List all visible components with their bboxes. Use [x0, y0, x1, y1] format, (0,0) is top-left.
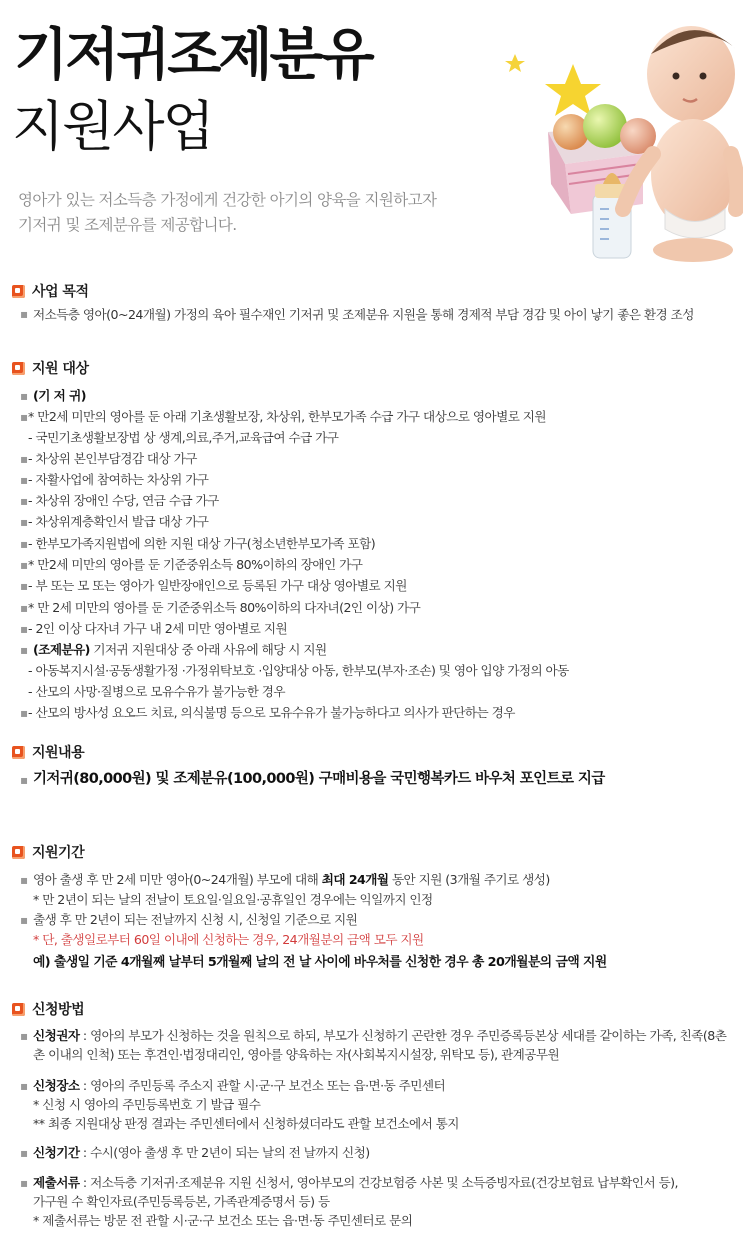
section-title: 지원기간	[32, 845, 85, 861]
bullet-dot: ▪	[20, 1176, 29, 1190]
period-line-1	[33, 871, 550, 889]
content-text: 기저귀(80,000원) 및 조제분유(100,000원) 구매비용을 국민행복카드 바우처 포인트로 지급	[33, 771, 605, 787]
docs-text: : 저소득층 기저귀·조제분유 지원 신청서, 영아부모의 건강보험증 사본 및 소득증빙자료(건강보험료 납부확인서 등),	[79, 1175, 679, 1190]
docs-line-2: 가구원 수 확인자료(주민등록등본, 가족관계증명서 등) 등	[33, 1194, 330, 1209]
applicant-line-1	[33, 1027, 726, 1045]
place-text: : 영아의 주민등록 주소지 관할 시·군·구 보건소 또는 읍·면·동 주민센터	[79, 1078, 446, 1093]
apply-period-line	[33, 1144, 370, 1162]
bullet-dot: ▪	[20, 452, 29, 466]
section-content	[12, 742, 84, 762]
target-line: - 자활사업에 참여하는 차상위 가구	[28, 472, 209, 487]
section-bullet-icon	[12, 362, 25, 375]
bullet-dot: ▪	[20, 537, 29, 551]
bullet-dot: ▪	[20, 601, 29, 615]
page-title: 기저귀조제분유	[14, 23, 372, 88]
docs-note: * 제출서류는 방문 전 관할 시·군·구 보건소 또는 읍·면·동 주민센터로 문의	[33, 1213, 413, 1228]
target-line: - 차상위 본인부담경감 대상 가구	[28, 451, 197, 466]
target-line: * 만2세 미만의 영아를 둔 기준중위소득 80%이하의 장애인 가구	[28, 557, 363, 572]
period-example: 예) 출생일 기준 4개월째 날부터 5개월째 날의 전 날 사이에 바우처를 신청한 경우 총 20개월분의 금액 지원	[33, 955, 607, 970]
section-title: 지원 대상	[32, 361, 89, 377]
section-bullet-icon	[12, 746, 25, 759]
bullet-dot: ▪	[20, 558, 29, 572]
apply-period-text: : 수시(영아 출생 후 만 2년이 되는 날의 전 날까지 신청)	[79, 1145, 370, 1160]
bullet-dot: ▪	[20, 913, 29, 927]
bullet-dot: ▪	[20, 1079, 29, 1093]
section-bullet-icon	[12, 1003, 25, 1016]
bullet-dot: ▪	[20, 873, 29, 887]
bullet-dot: ▪	[20, 1029, 29, 1043]
period-line-3: 출생 후 만 2년이 되는 전날까지 신청 시, 신청일 기준으로 지원	[33, 912, 358, 927]
target-line: * 만2세 미만의 영아를 둔 아래 기초생활보장, 차상위, 한부모가족 수급 가구 대상으로 영아별로 지원	[28, 409, 547, 424]
period-line-2: * 만 2년이 되는 날의 전날이 토요일·일요일·공휴일인 경우에는 익일까지 인정	[33, 892, 433, 907]
period-notice: * 단, 출생일로부터 60일 이내에 신청하는 경우, 24개월분의 금액 모두 지원	[33, 932, 424, 947]
place-label: 신청장소	[33, 1078, 80, 1093]
target-line: - 차상위계층확인서 발급 대상 가구	[28, 514, 209, 529]
purpose-text: 저소득층 영아(0~24개월) 가정의 육아 필수재인 기저귀 및 조제분유 지원을 통해 경제적 부담 경감 및 아이 낳기 좋은 환경 조성	[33, 307, 694, 322]
section-title: 신청방법	[32, 1002, 85, 1018]
diaper-label: (기 저 귀)	[33, 388, 86, 403]
intro-line-1: 영아가 있는 저소득층 가정에게 건강한 아기의 양육을 지원하고자	[18, 191, 437, 209]
bullet-dot: ▪	[20, 706, 29, 720]
formula-sub-line: - 아동복지시설·공동생활가정 ·가정위탁보호 ·입양대상 아동, 한부모(부자·조손) 및 영아 입양 가정의 아동	[28, 663, 569, 678]
applicant-text: : 영아의 부모가 신청하는 것을 원칙으로 하되, 부모가 신청하기 곤란한 경우 주민증록등본상 세대를 같이하는 가족, 친족(8촌	[79, 1028, 727, 1043]
baby-hero-illustration	[493, 14, 743, 266]
target-line: - 한부모가족지원법에 의한 지원 대상 가구(청소년한부모가족 포함)	[28, 536, 376, 551]
bullet-dot: ▪	[20, 410, 29, 424]
bullet-dot: ▪	[20, 515, 29, 529]
bullet-dot: ▪	[20, 473, 29, 487]
target-line: - 2인 이상 다자녀 가구 내 2세 미만 영아별로 지원	[28, 621, 288, 636]
period-text: 영아 출생 후 만 2세 미만 영아(0~24개월) 부모에 대해	[33, 872, 322, 887]
period-max: 최대 24개월	[321, 872, 389, 887]
section-bullet-icon	[12, 846, 25, 859]
formula-sub-line: - 산모의 사망·질병으로 모유수유가 불가능한 경우	[28, 684, 286, 699]
bullet-dot: ▪	[20, 494, 29, 508]
section-target	[12, 358, 88, 378]
intro-line-2: 기저귀 및 조제분유를 제공합니다.	[18, 216, 237, 234]
applicant-line-2: 촌 이내의 인척) 또는 후견인·법정대리인, 영아를 양육하는 자(사회복지시설장, 위탁모 등), 관계공무원	[33, 1047, 560, 1062]
target-line: - 국민기초생활보장법 상 생계,의료,주거,교육급여 수급 가구	[28, 430, 339, 445]
docs-line-1	[33, 1174, 678, 1192]
bullet-dot: ▪	[20, 622, 29, 636]
page-subtitle: 지원사업	[12, 95, 213, 158]
bullet-dot: ▪	[20, 643, 29, 657]
place-note-1: * 신청 시 영아의 주민등록번호 기 발급 필수	[33, 1097, 261, 1112]
target-line: - 차상위 장애인 수당, 연금 수급 가구	[28, 493, 219, 508]
formula-text: 기저귀 지원대상 중 아래 사유에 해당 시 지원	[89, 642, 327, 657]
bullet-dot: ▪	[20, 579, 29, 593]
target-line: * 만 2세 미만의 영아를 둔 기준중위소득 80%이하의 다자녀(2인 이상) 가구	[28, 600, 421, 615]
bullet-dot: ▪	[20, 773, 29, 787]
section-title: 사업 목적	[32, 284, 89, 300]
intro-text	[18, 188, 436, 238]
period-text: 동안 지원 (3개월 주기로 생성)	[388, 872, 550, 887]
formula-sub-line: - 산모의 방사성 요오드 치료, 의식불명 등으로 모유수유가 불가능하다고 의사가 판단하는 경우	[28, 705, 515, 720]
bullet-dot: ▪	[20, 389, 29, 403]
target-line: - 부 또는 모 또는 영아가 일반장애인으로 등록된 가구 대상 영아별로 지원	[28, 578, 407, 593]
section-bullet-icon	[12, 285, 25, 298]
bullet-dot: ▪	[20, 307, 29, 321]
docs-label: 제출서류	[33, 1175, 80, 1190]
apply-period-label: 신청기간	[33, 1145, 80, 1160]
place-line	[33, 1077, 445, 1095]
formula-line	[33, 641, 327, 659]
applicant-label: 신청권자	[33, 1028, 80, 1043]
place-note-2: ** 최종 지원대상 판정 결과는 주민센터에서 신청하셨더라도 관할 보건소에서 통지	[33, 1116, 459, 1131]
section-purpose	[12, 281, 88, 301]
bullet-dot: ▪	[20, 1146, 29, 1160]
section-period	[12, 842, 84, 862]
section-apply	[12, 999, 84, 1019]
formula-label: (조제분유)	[33, 642, 90, 657]
section-title: 지원내용	[32, 745, 85, 761]
